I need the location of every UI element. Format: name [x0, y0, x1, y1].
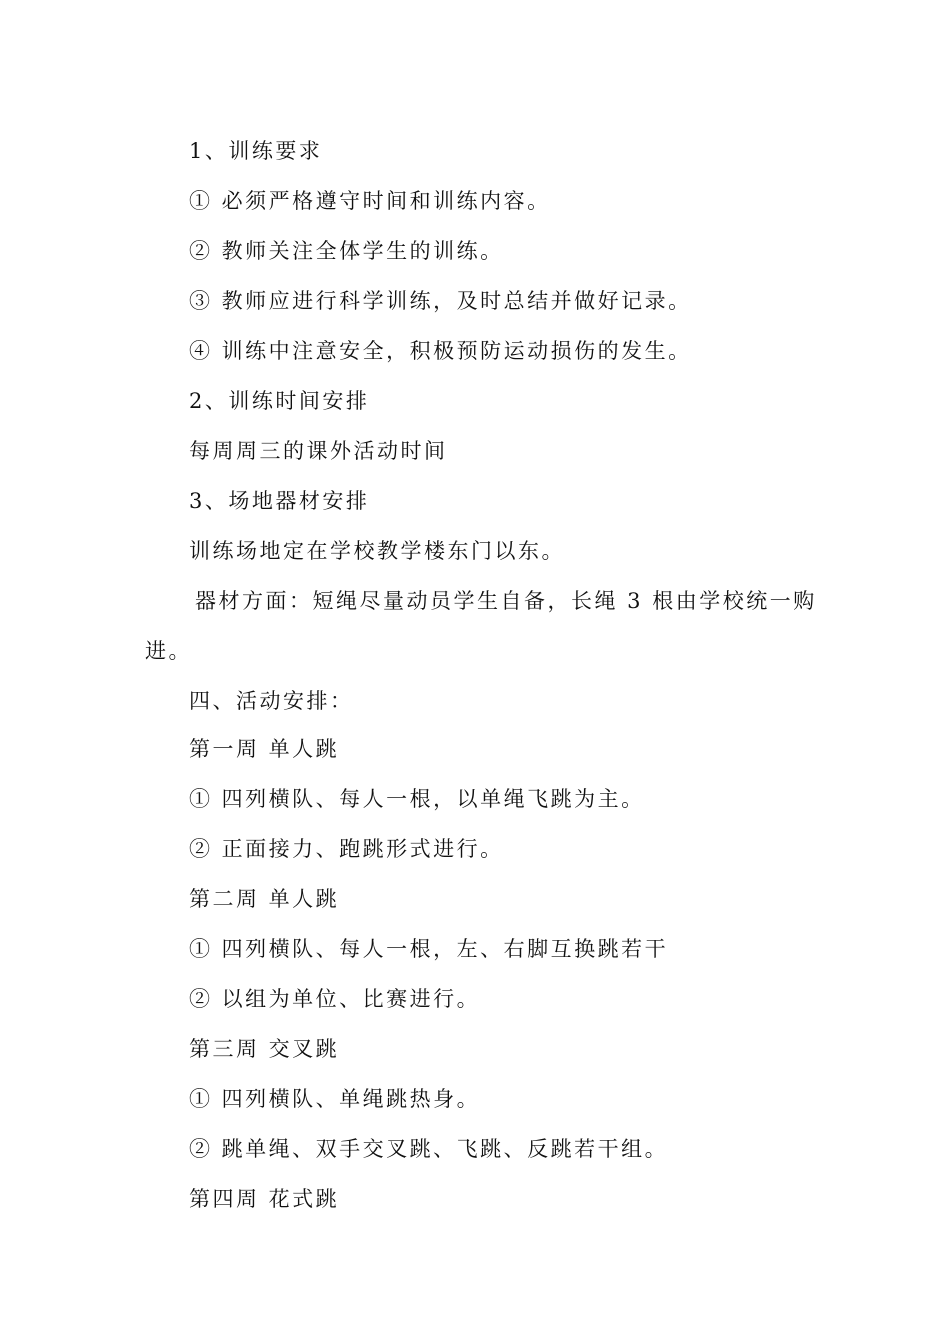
week-4-heading: 第四周 花式跳	[189, 1187, 340, 1211]
requirement-item-1: ① 必须严格遵守时间和训练内容。	[189, 189, 551, 213]
equipment-text-continued: 进。	[145, 639, 192, 663]
requirement-item-3: ③ 教师应进行科学训练，及时总结并做好记录。	[189, 289, 692, 313]
venue-text: 训练场地定在学校教学楼东门以东。	[189, 539, 565, 563]
week-3-item-2: ② 跳单绳、双手交叉跳、飞跳、反跳若干组。	[189, 1137, 669, 1161]
section-heading-time-schedule: 2、训练时间安排	[189, 389, 370, 413]
time-schedule-text: 每周周三的课外活动时间	[189, 439, 448, 463]
week-3-item-1: ① 四列横队、单绳跳热身。	[189, 1087, 481, 1111]
section-heading-venue-equipment: 3、场地器材安排	[189, 489, 370, 513]
week-3-heading: 第三周 交叉跳	[189, 1037, 340, 1061]
week-1-item-2: ② 正面接力、跑跳形式进行。	[189, 837, 504, 861]
week-2-heading: 第二周 单人跳	[189, 887, 340, 911]
week-1-heading: 第一周 单人跳	[189, 737, 340, 761]
section-heading-activity-plan: 四、活动安排：	[189, 689, 354, 713]
equipment-text: 器材方面：短绳尽量动员学生自备，长绳 3 根由学校统一购	[195, 589, 817, 613]
week-2-item-1: ① 四列横队、每人一根，左、右脚互换跳若干	[189, 937, 669, 961]
week-2-item-2: ② 以组为单位、比赛进行。	[189, 987, 481, 1011]
week-1-item-1: ① 四列横队、每人一根，以单绳飞跳为主。	[189, 787, 645, 811]
requirement-item-2: ② 教师关注全体学生的训练。	[189, 239, 504, 263]
section-heading-training-requirements: 1、训练要求	[189, 139, 323, 163]
requirement-item-4: ④ 训练中注意安全，积极预防运动损伤的发生。	[189, 339, 692, 363]
